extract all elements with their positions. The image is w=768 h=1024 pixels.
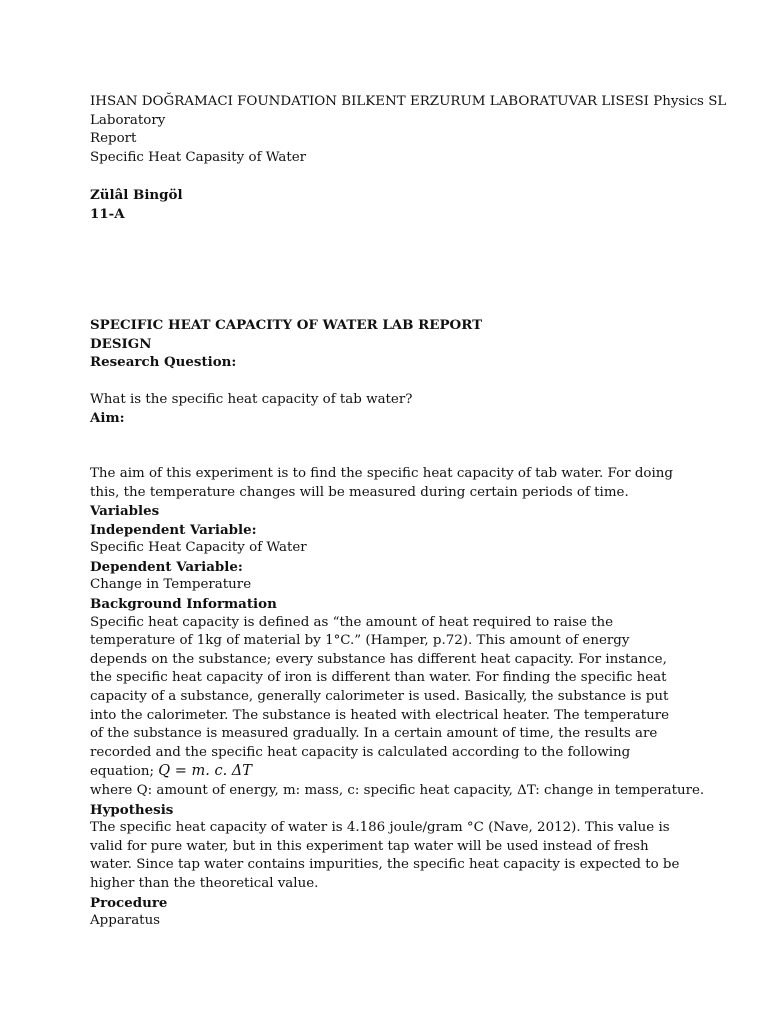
background-paragraph	[90, 614, 680, 782]
spacer	[90, 223, 680, 316]
hypothesis-heading: Hypothesis	[90, 801, 174, 818]
hypothesis-text: The specific heat capacity of water is 4.186 joule/gram °C (Nave, 2012). This value is valid for pure water, but in this experiment tap water will be used instead of fresh water. Since tap water contains impurities, the specific heat capacity is expected to be higher than the theoretical value.	[90, 820, 680, 891]
background-text: Specific heat capacity is defined as “the amount of heat required to raise the temperature of 1kg of material by 1°C.” (Hamper, p.72). This amount of energy depends on the substance; every substance has different heat capacity. For instance, the specific heat capacity of iron is different than water. For finding the specific heat capacity of a substance, generally calorimeter is used. Basically, the substance is put into the calorimeter. The substance is heated with electrical heater. The temperature of the substance is measured gradually. In a certain amount of time, the results are recorded and the specific heat capacity is calculated according to the following equation;	[90, 614, 670, 780]
independent-variable-heading: Independent Variable:	[90, 521, 257, 538]
report-title: SPECIFIC HEAT CAPACITY OF WATER LAB REPORT	[90, 317, 483, 334]
independent-variable-text: Specific Heat Capacity of Water	[90, 540, 307, 556]
author-class: 11-A	[90, 205, 125, 222]
dependent-variable-heading: Dependent Variable:	[90, 558, 243, 575]
variables-heading: Variables	[90, 503, 160, 520]
spacer	[90, 167, 680, 186]
procedure-heading: Procedure	[90, 894, 168, 911]
header-school: IHSAN DOĞRAMACI FOUNDATION BILKENT ERZURUM LABORATUVAR LISESI Physics SL	[90, 94, 727, 109]
heat-equation: Q = m. c. ΔT	[158, 763, 252, 780]
research-question-heading: Research Question:	[90, 354, 237, 371]
document-page	[90, 93, 727, 931]
aim-text: The aim of this experiment is to find the specific heat capacity of tab water. For doing this, the temperature changes will be measured during certain periods of time.	[90, 465, 673, 500]
design-heading: DESIGN	[90, 335, 152, 352]
author-name: Zülâl Bingöl	[90, 186, 183, 203]
header-report: Report	[90, 131, 137, 147]
apparatus-heading: Apparatus	[90, 913, 161, 929]
background-heading: Background Information	[90, 596, 277, 613]
aim-heading: Aim:	[90, 410, 125, 427]
equation-legend: where Q: amount of energy, m: mass, c: specific heat capacity, ΔT: change in temperature.	[90, 783, 705, 798]
research-question-text: What is the specific heat capacity of tab water?	[90, 391, 413, 407]
spacer	[90, 428, 680, 465]
dependent-variable-text: Change in Temperature	[90, 577, 252, 593]
spacer	[90, 372, 680, 391]
header-subject: Specific Heat Capasity of Water	[90, 149, 307, 165]
header-laboratory: Laboratory	[90, 112, 166, 128]
